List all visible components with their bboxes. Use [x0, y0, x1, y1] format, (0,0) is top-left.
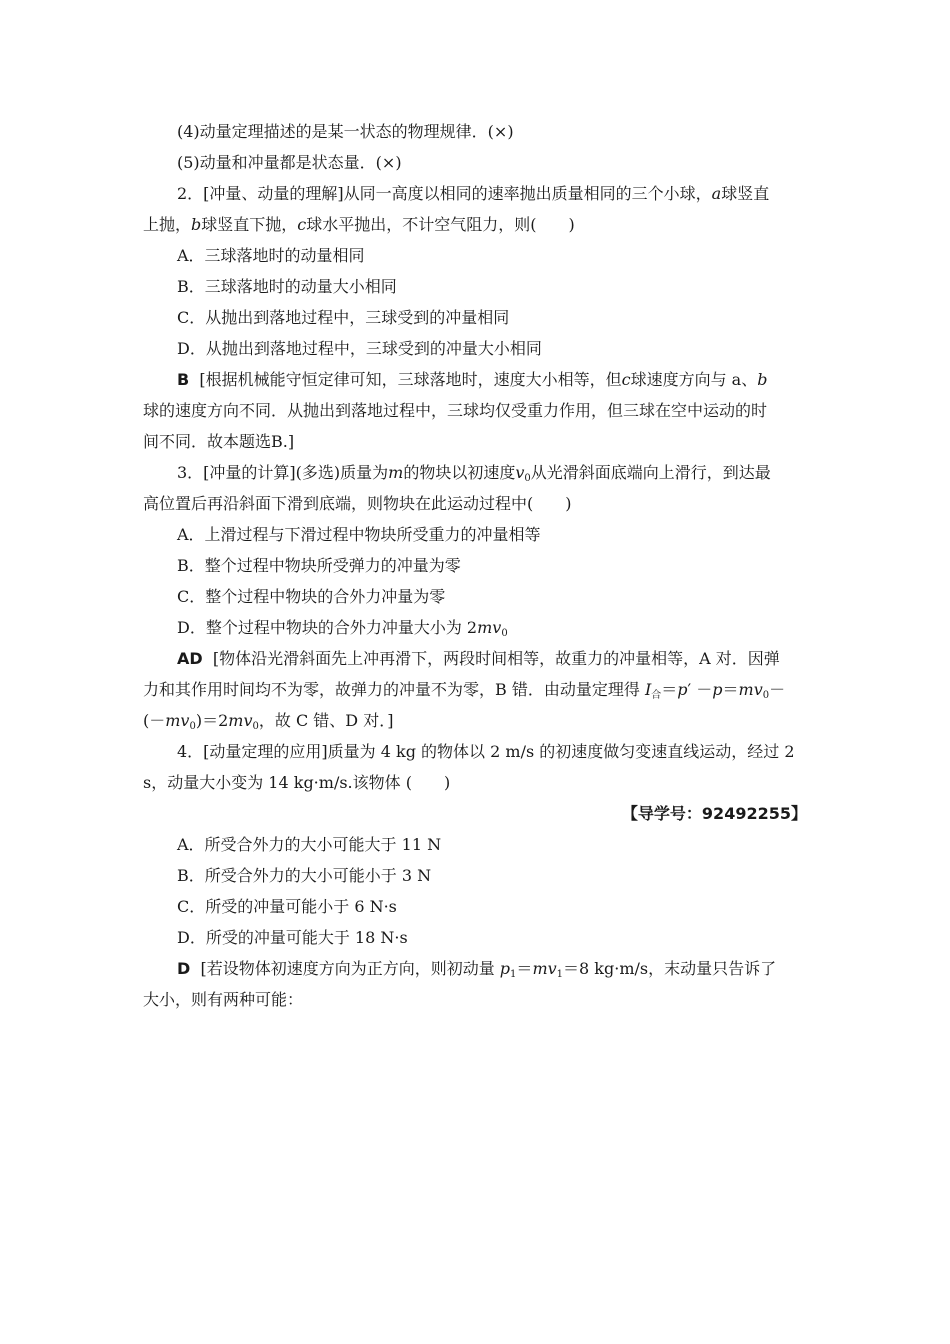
q3-option-a: A．上滑过程与下滑过程中物块所受重力的冲量相等 — [177, 525, 541, 544]
q2-stem-line-1: 2．[冲量、动量的理解]从同一高度以相同的速率抛出质量相同的三个小球，a球竖直 — [177, 184, 770, 203]
q4-answer: D — [177, 959, 191, 978]
q4-explanation-line-1: D [若设物体初速度方向为正方向，则初动量 $p_1=mv_1=8$ kg·m/s，末动量只告诉了 — [177, 959, 777, 980]
q2-option-c: C．从抛出到落地过程中，三球受到的冲量相同 — [177, 308, 510, 327]
q4-option-d: D．所受的冲量可能大于 18 N·s — [177, 928, 408, 947]
q2-explanation-line-2: 球的速度方向不同．从抛出到落地过程中，三球均仅受重力作用，但三球在空中运动的时 — [143, 401, 768, 420]
q4-stem-line-1: 4．[动量定理的应用]质量为 4 kg 的物体以 2 m/s 的初速度做匀变速直线运动，经过 2 — [177, 742, 795, 761]
q3-explanation-line-3: $(-mv_0)=2mv_0$，故 C 错、D 对．] — [143, 711, 394, 732]
q4-option-b: B．所受合外力的大小可能小于 3 N — [177, 866, 432, 885]
q3-explanation-line-1: AD [物体沿光滑斜面先上冲再滑下，两段时间相等，故重力的冲量相等，A 对．因弹 — [177, 649, 780, 668]
q3-explanation-line-2: 力和其作用时间均不为零，故弹力的冲量不为零，B 错．由动量定理得 $I_合=p' -p=mv_0-$ — [143, 680, 786, 701]
q3-option-b: B．整个过程中物块所受弹力的冲量为零 — [177, 556, 461, 575]
q1-item-5: (5)动量和冲量都是状态量．(×) — [177, 153, 402, 172]
q3-option-c: C．整个过程中物块的合外力冲量为零 — [177, 587, 446, 606]
q2-answer: B — [177, 370, 190, 389]
q2-explanation-line-3: 间不同．故本题选B.] — [143, 432, 295, 451]
q3-option-d: D．整个过程中物块的合外力冲量大小为 $2mv_0$ — [177, 618, 508, 639]
q2-option-a: A．三球落地时的动量相同 — [177, 246, 365, 265]
q3-answer: AD — [177, 649, 203, 668]
q2-explanation-line-1: B [根据机械能守恒定律可知，三球落地时，速度大小相等，但c球速度方向与 a、b — [177, 370, 768, 389]
guide-number: 【导学号：92492255】 — [621, 804, 807, 823]
q4-option-c: C．所受的冲量可能小于 6 N·s — [177, 897, 397, 916]
q1-item-4: (4)动量定理描述的是某一状态的物理规律．(×) — [177, 122, 514, 141]
q3-stem-line-1: 3．[冲量的计算](多选)质量为m的物块以初速度$v_0$从光滑斜面底端向上滑行，到达最 — [177, 463, 771, 484]
q2-option-b: B．三球落地时的动量大小相同 — [177, 277, 397, 296]
q4-stem-line-2: s，动量大小变为 14 kg·m/s.该物体 ( ) — [143, 773, 451, 792]
q2-option-d: D．从抛出到落地过程中，三球受到的冲量大小相同 — [177, 339, 542, 358]
q3-stem-line-2: 高位置后再沿斜面下滑到底端，则物块在此运动过程中( ) — [143, 494, 572, 513]
q2-stem-line-2: 上抛，b球竖直下抛，c球水平抛出，不计空气阻力，则( ) — [143, 215, 575, 234]
q4-option-a: A．所受合外力的大小可能大于 11 N — [177, 835, 442, 854]
q4-explanation-line-2: 大小，则有两种可能： — [143, 990, 304, 1009]
